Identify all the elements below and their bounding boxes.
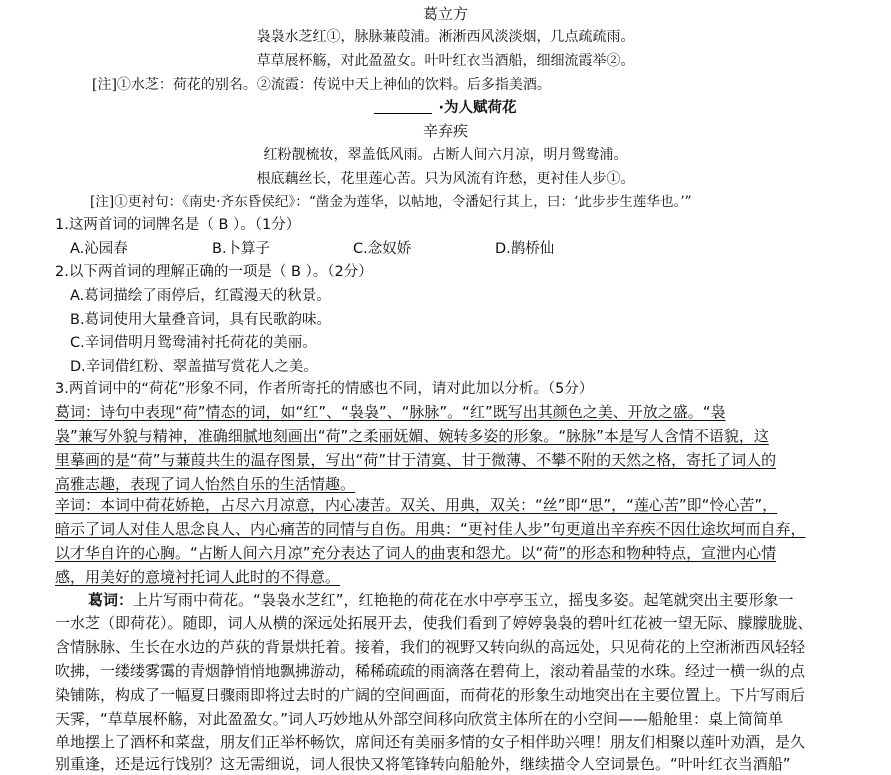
q1-stem: 1.这两首词的词牌名是（ B ）。（1分） — [55, 217, 301, 233]
analysis-line-7: 单地摆上了酒杯和菜盘，朋友们正举杯畅饮，席间还有美丽多情的女子相伴助兴哩！朋友们相聚以莲叶劝酒，是久 — [55, 733, 806, 751]
q2-option-d: D.辛词借红粉、翠盖描写赏花人之美。 — [70, 359, 318, 375]
answer-ge-line-4: 高雅志趣，表现了词人怡然自乐的生活情趣。 — [55, 475, 356, 493]
answer-ge-line-3: 里摹画的是“荷”与蒹葭共生的温存图景，写出“荷”甘于清寞、甘于微薄、不攀不附的天然之格，寄托了词人的 — [55, 451, 777, 469]
poem1-author: 葛立方 — [422, 5, 468, 23]
analysis-line-6: 天霁，“草草展杯觞，对此盈盈女。”词人巧妙地从外部空间移向欣赏主体所在的小空间——船舱里：桌上简简单 — [55, 710, 784, 728]
poem2-line-2: 根底藕丝长，花里莲心苦。只为风流有许愁，更衬佳人步①。 — [256, 171, 635, 187]
analysis-line-8: 别重逢，还是远行饯别？这无需细说，词人很快又将笔锋转向船舱外，继续描令人空词景色。“叶叶红衣当酒船” — [55, 755, 791, 773]
answer-xin-line-4: 感，用美好的意境衬托词人此时的不得意。 — [55, 568, 341, 586]
poem2-title-text: ·为人赋荷花 — [438, 100, 517, 116]
analysis-line-5: 染铺陈，构成了一幅夏日骤雨即将过去时的广阔的空间画面，而荷花的形象生动地突出在主要位置上。下片写雨后 — [55, 686, 806, 704]
poem1-line-1: 袅袅水芝红①，脉脉蒹葭浦。淅淅西风淡淡烟，几点疏疏雨。 — [256, 29, 635, 45]
q1-option-a: A.沁园春 — [70, 241, 128, 257]
q1-option-c: C.念奴娇 — [353, 241, 412, 257]
poem2-line-1: 红粉靓梳妆，翠盖低风雨。占断人间六月凉，明月鸳鸯浦。 — [263, 147, 628, 163]
answer-ge-line-1: 葛词：诗句中表现“荷”情态的词，如“红”、“袅袅”、“脉脉”。“红”既写出其颜色之美、开放之盛。“袅 — [55, 403, 726, 421]
analysis-line-1 — [88, 589, 794, 611]
q2-option-a: A.葛词描绘了雨停后，红霞漫天的秋景。 — [70, 288, 331, 304]
answer-ge-line-2: 袅”兼写外貌与精神，准确细腻地刻画出“荷”之柔丽妩媚、婉转多姿的形象。“脉脉”本是写人含情不语貌，这 — [55, 427, 769, 445]
poem2-note: [注]①更衬句：《南史·齐东昏侯纪》：“凿金为莲华，以帖地，令潘妃行其上，曰：‘此步步生莲华也。’” — [90, 194, 692, 210]
title-blank — [374, 98, 432, 114]
analysis-line-1-text: 上片写雨中荷花。“袅袅水芝红”，红艳艳的荷花在水中亭亭玉立，摇曳多姿。起笔就突出主要形象一 — [133, 591, 794, 609]
q3-stem: 3.两首词中的“荷花”形象不同，作者所寄托的情感也不同，请对此加以分析。（5分） — [55, 381, 594, 397]
answer-xin-line-3: 以才华自许的心胸。“占断人间六月凉”充分表达了词人的曲衷和怨尤。以“荷”的形态和物种特点，宣泄内心情 — [55, 544, 777, 562]
q2-option-c: C.辛词借明月鸳鸯浦衬托荷花的美丽。 — [70, 335, 317, 351]
poem1-line-2: 草草展杯觞，对此盈盈女。叶叶红衣当酒船，细细流霞举②。 — [256, 53, 635, 69]
q1-option-b: B.卜算子 — [212, 241, 271, 257]
answer-xin-line-1: 辛词：本词中荷花娇艳，占尽六月凉意，内心凄苦。双关、用典，双关：“丝”即“思”，“莲心苦”即“怜心苦”， — [55, 496, 778, 514]
q2-stem: 2.以下两首词的理解正确的一项是（ B ）。（2分） — [55, 264, 373, 280]
analysis-line-4: 吹拂，一缕缕雾霭的青烟静悄悄地飘拂游动，稀稀疏疏的雨滴落在碧荷上，滚动着晶莹的水珠。经过一横一纵的点 — [55, 662, 806, 680]
q1-option-d: D.鹊桥仙 — [495, 241, 555, 257]
analysis-lead: 葛词： — [88, 591, 134, 609]
poem1-note: [注]①水芝：荷花的别名。②流霞：传说中天上神仙的饮料。后多指美酒。 — [92, 77, 551, 93]
q2-option-b: B.葛词使用大量叠音词，具有民歌韵味。 — [70, 312, 332, 328]
analysis-line-2: 一水芝（即荷花）。随即，词人从横的深远处拓展开去，使我们看到了婷婷袅袅的碧叶红花被一望无际、朦朦胧胧、 — [55, 614, 813, 632]
answer-xin-line-2: 暗示了词人对佳人思念良人、内心痛苦的同情与自伤。用典：“更衬佳人步”句更道出辛弃疾不因仕途坎坷而自弃， — [55, 520, 806, 538]
poem2-author: 辛弃疾 — [422, 122, 468, 140]
poem2-title — [0, 97, 891, 119]
analysis-line-3: 含情脉脉、生长在水边的芦荻的背景烘托着。接着，我们的视野又转向纵的高远处，只见荷花的上空淅淅西风轻轻 — [55, 638, 806, 656]
